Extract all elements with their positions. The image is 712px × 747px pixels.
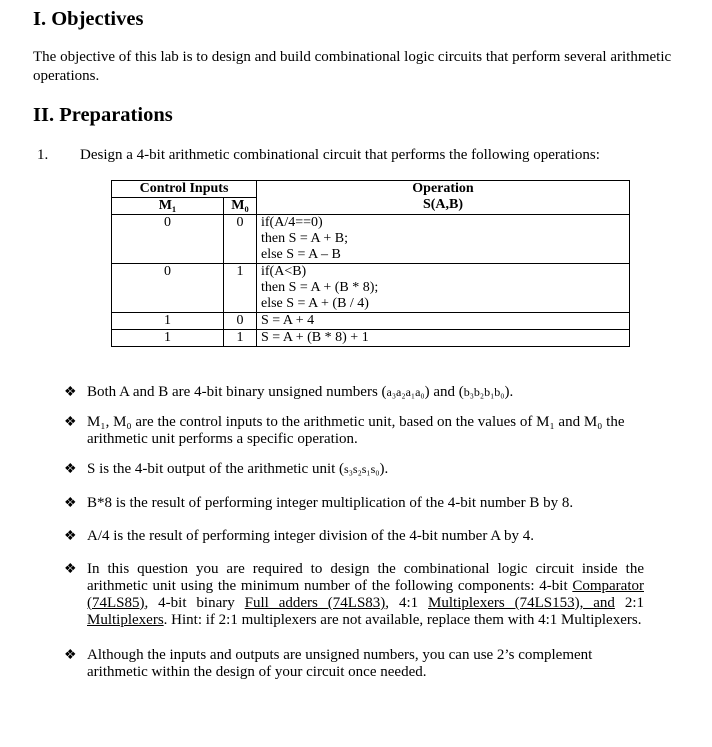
bullet-text: . Hint: if 2:1 multiplexers are not available, replace them with 4:1 Multiplexers. [163, 612, 642, 628]
question-number: 1. [37, 147, 49, 163]
header-operation-label: Operation [412, 181, 474, 196]
bullet-a-bits: a₃a₂a₁a₀ [386, 385, 425, 399]
cell-m1: 0 [112, 264, 224, 313]
cell-m1: 1 [112, 330, 224, 347]
cell-m0: 1 [224, 330, 257, 347]
table-row [112, 313, 630, 330]
cell-operation [257, 215, 630, 264]
bullet-item [64, 384, 644, 401]
table-row [112, 215, 630, 264]
diamond-bullet-icon: ❖ [64, 648, 77, 663]
header-m0: M₀ [224, 198, 257, 215]
op-line: then S = A + (B * 8); [261, 280, 379, 295]
bullet-text: Although the inputs and outputs are unsigned numbers, you can use 2’s complement arithmetic within the design of your circuit once needed. [87, 647, 593, 680]
multiplexers-4to1-link[interactable]: Multiplexers (74LS153), and [428, 595, 615, 611]
bullet-s-bits: s₃s₂s₁s₀ [344, 462, 380, 476]
op-line: else S = A + (B / 4) [261, 296, 369, 311]
bullet-text: ) and ( [424, 384, 464, 400]
question-text: Design a 4-bit arithmetic combinational circuit that performs the following operations: [80, 147, 600, 163]
header-operation [257, 181, 630, 215]
objective-paragraph: The objective of this lab is to design and build combinational logic circuits that perform several arithmetic operations. [33, 49, 672, 84]
section-title-objectives: I. Objectives [33, 8, 144, 30]
table-header-row [112, 181, 630, 198]
section-title-preparations: II. Preparations [33, 104, 173, 126]
bullet-item [64, 528, 644, 545]
diamond-bullet-icon: ❖ [64, 496, 77, 511]
operations-table [111, 180, 630, 347]
full-adders-link[interactable]: Full adders (74LS83) [244, 595, 386, 611]
op-line: else S = A – B [261, 247, 341, 262]
bullet-b-bits: b₃b₂b₁b₀ [463, 385, 505, 399]
bullet-text: B*8 is the result of performing integer multiplication of the 4-bit number B by 8. [87, 495, 574, 511]
cell-m1: 1 [112, 313, 224, 330]
header-control-inputs: Control Inputs [112, 181, 257, 198]
table-row [112, 264, 630, 313]
op-line: if(A/4==0) [261, 215, 323, 230]
bullet-item [64, 495, 644, 512]
diamond-bullet-icon: ❖ [64, 529, 77, 544]
table-row [112, 330, 630, 347]
bullet-text: Both A and B are 4-bit binary unsigned numbers ( [87, 384, 387, 400]
diamond-bullet-icon: ❖ [64, 562, 77, 577]
bullet-text: A/4 is the result of performing integer division of the 4-bit number A by 4. [87, 528, 535, 544]
bullet-item [64, 647, 644, 681]
comparator-link[interactable]: Comparator (74LS85) [87, 578, 644, 611]
cell-operation: S = A + 4 [257, 313, 630, 330]
bullet-item [64, 414, 644, 448]
header-s: S(A,B) [422, 197, 464, 212]
header-m1: M₁ [112, 198, 224, 215]
op-line: if(A<B) [261, 264, 307, 279]
cell-operation: S = A + (B * 8) + 1 [257, 330, 630, 347]
bullet-text: S is the 4-bit output of the arithmetic unit ( [87, 461, 345, 477]
cell-m0: 0 [224, 215, 257, 264]
bullet-item [64, 461, 644, 478]
bullet-text: ). [504, 384, 514, 400]
cell-m0: 0 [224, 313, 257, 330]
bullet-text: In this question you are required to design the combinational logic circuit inside the arithmetic unit using the minimum number of the following components: 4-bit [87, 561, 644, 594]
cell-operation [257, 264, 630, 313]
bullet-text: 2:1 [614, 595, 645, 611]
diamond-bullet-icon: ❖ [64, 385, 77, 400]
bullet-item [64, 561, 644, 629]
op-line: then S = A + B; [261, 231, 348, 246]
cell-m1: 0 [112, 215, 224, 264]
diamond-bullet-icon: ❖ [64, 462, 77, 477]
bullet-text: , 4:1 [385, 595, 429, 611]
diamond-bullet-icon: ❖ [64, 415, 77, 430]
bullet-text: , 4-bit binary [144, 595, 245, 611]
cell-m0: 1 [224, 264, 257, 313]
multiplexers-2to1-link[interactable]: Multiplexers [87, 612, 164, 628]
bullet-list [64, 384, 644, 681]
bullet-text: ). [379, 461, 389, 477]
bullet-text: M₁, M₀ are the control inputs to the arithmetic unit, based on the values of M₁ and M₀ the arithmetic unit performs a specific operation. [87, 414, 625, 447]
